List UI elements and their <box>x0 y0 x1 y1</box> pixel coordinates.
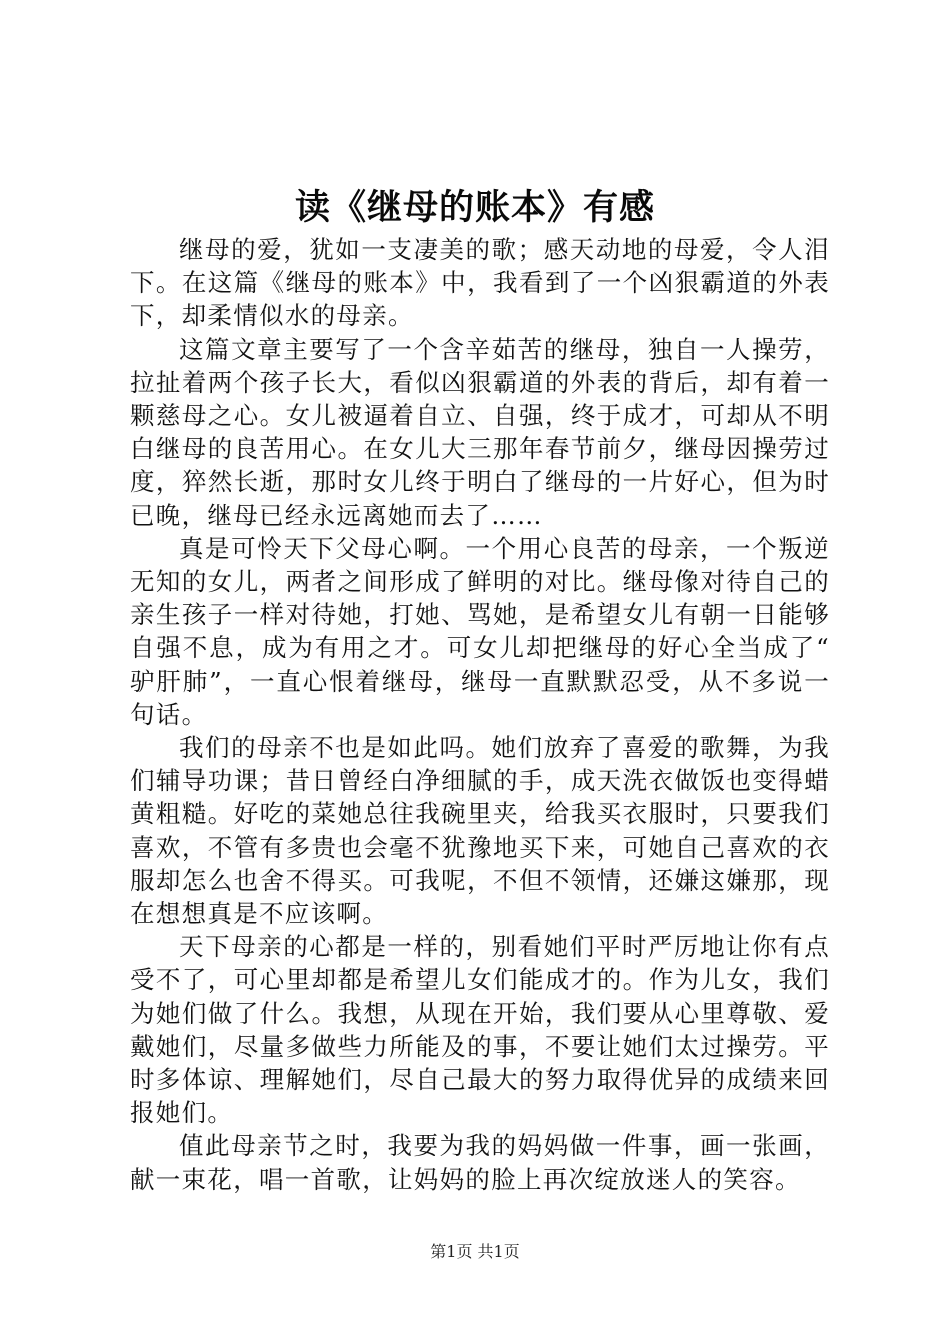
paragraph: 值此母亲节之时，我要为我的妈妈做一件事，画一张画，献一束花，唱一首歌，让妈妈的脸上再次绽放迷人的笑容。 <box>130 1131 830 1194</box>
document-title: 读《继母的账本》有感 <box>294 188 655 228</box>
page-footer: 第1页 共1页 <box>430 1242 520 1261</box>
paragraph: 这篇文章主要写了一个含辛茹苦的继母，独自一人操劳，拉扯着两个孩子长大，看似凶狠霸道的外表的背后，却有着一颗慈母之心。女儿被逼着自立、自强，终于成才，可却从不明白继母的良苦用心。在女儿大三那年春节前夕，继母因操劳过度，猝然长逝，那时女儿终于明白了继母的一片好心，但为时已晚，继母已经永远离她而去了…… <box>130 334 830 530</box>
paragraph: 我们的母亲不也是如此吗。她们放弃了喜爱的歌舞，为我们辅导功课；昔日曾经白净细腻的手，成天洗衣做饭也变得蜡黄粗糙。好吃的菜她总往我碗里夹，给我买衣服时，只要我们喜欢，不管有多贵也会毫不犹豫地买下来，可她自己喜欢的衣服却怎么也舍不得买。可我呢，不但不领情，还嫌这嫌那，现在想想真是不应该啊。 <box>130 733 830 929</box>
paragraph: 天下母亲的心都是一样的，别看她们平时严厉地让你有点受不了，可心里却都是希望儿女们能成才的。作为儿女，我们为她们做了什么。我想，从现在开始，我们要从心里尊敬、爱戴她们，尽量多做些力所能及的事，不要让她们太过操劳。平时多体谅、理解她们，尽自己最大的努力取得优异的成绩来回报她们。 <box>130 932 830 1128</box>
paragraph: 继母的爱，犹如一支凄美的歌；感天动地的母爱，令人泪下。在这篇《继母的账本》中，我看到了一个凶狠霸道的外表下，却柔情似水的母亲。 <box>130 235 830 331</box>
paragraph: 真是可怜天下父母心啊。一个用心良苦的母亲，一个叛逆无知的女儿，两者之间形成了鲜明的对比。继母像对待自己的亲生孩子一样对待她，打她、骂她，是希望女儿有朝一日能够自强不息，成为有用之才。可女儿却把继母的好心全当成了“驴肝肺”，一直心恨着继母，继母一直默默忍受，从不多说一句话。 <box>130 533 830 729</box>
document-body <box>130 233 830 1196</box>
